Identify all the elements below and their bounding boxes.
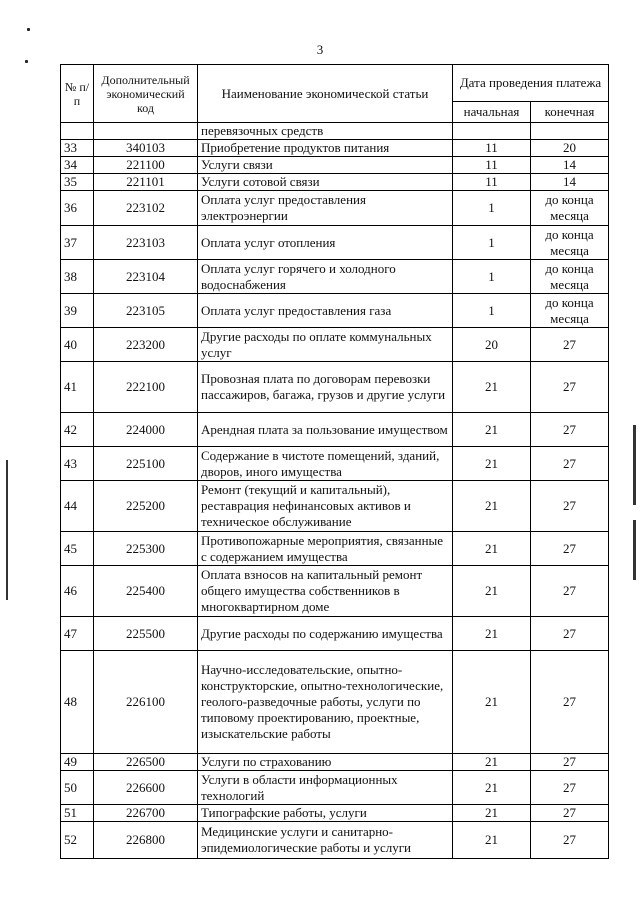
cell-num: 43 xyxy=(61,447,94,481)
cell-end-date: 27 xyxy=(531,328,609,362)
cell-end-date xyxy=(531,123,609,140)
table-row xyxy=(61,260,609,294)
cell-num: 42 xyxy=(61,413,94,447)
table-row xyxy=(61,328,609,362)
cell-end-date: 14 xyxy=(531,174,609,191)
table-row xyxy=(61,805,609,822)
cell-end-date: 27 xyxy=(531,447,609,481)
cell-end-date: 27 xyxy=(531,651,609,754)
cell-num: 37 xyxy=(61,226,94,260)
cell-end-date: до конца месяца xyxy=(531,226,609,260)
cell-num: 46 xyxy=(61,566,94,617)
cell-name: Оплата услуг предоставления газа xyxy=(198,294,453,328)
cell-start-date: 21 xyxy=(453,754,531,771)
cell-num: 39 xyxy=(61,294,94,328)
cell-end-date: 14 xyxy=(531,157,609,174)
cell-num: 50 xyxy=(61,771,94,805)
cell-num: 47 xyxy=(61,617,94,651)
cell-code: 225200 xyxy=(94,481,198,532)
cell-num: 49 xyxy=(61,754,94,771)
cell-name: перевязочных средств xyxy=(198,123,453,140)
table-row xyxy=(61,566,609,617)
cell-num: 40 xyxy=(61,328,94,362)
cell-start-date: 21 xyxy=(453,805,531,822)
table-row xyxy=(61,754,609,771)
cell-code: 225400 xyxy=(94,566,198,617)
page-number: 3 xyxy=(316,42,324,57)
cell-name: Оплата взносов на капитальный ремонт общего имущества собственников в многоквартирном доме xyxy=(198,566,453,617)
table-row xyxy=(61,362,609,413)
cell-name: Услуги по страхованию xyxy=(198,754,453,771)
cell-code: 223102 xyxy=(94,191,198,226)
cell-name: Услуги сотовой связи xyxy=(198,174,453,191)
cell-start-date: 21 xyxy=(453,566,531,617)
table-row xyxy=(61,174,609,191)
table-row xyxy=(61,294,609,328)
cell-code: 224000 xyxy=(94,413,198,447)
cell-end-date: 27 xyxy=(531,532,609,566)
table-row xyxy=(61,651,609,754)
cell-end-date: 27 xyxy=(531,617,609,651)
cell-name: Приобретение продуктов питания xyxy=(198,140,453,157)
cell-name: Другие расходы по оплате коммунальных услуг xyxy=(198,328,453,362)
cell-start-date: 11 xyxy=(453,140,531,157)
cell-start-date: 21 xyxy=(453,617,531,651)
cell-end-date: до конца месяца xyxy=(531,294,609,328)
scan-dot xyxy=(27,28,30,31)
header-end: конечная xyxy=(531,102,609,123)
cell-name: Оплата услуг предоставления электроэнергии xyxy=(198,191,453,226)
scan-dot xyxy=(25,60,28,63)
cell-code: 225500 xyxy=(94,617,198,651)
cell-code: 221100 xyxy=(94,157,198,174)
cell-end-date: 27 xyxy=(531,413,609,447)
cell-name: Другие расходы по содержанию имущества xyxy=(198,617,453,651)
cell-name: Противопожарные мероприятия, связанные с содержанием имущества xyxy=(198,532,453,566)
cell-end-date: 27 xyxy=(531,754,609,771)
scan-edge-mark xyxy=(633,425,636,505)
cell-end-date: до конца месяца xyxy=(531,191,609,226)
cell-start-date: 11 xyxy=(453,174,531,191)
cell-name: Научно-исследовательские, опытно-конструкторские, опытно-технологические, геолого-разведочные работы, услуги по типовому проектированию, проектные, изыскательские работы xyxy=(198,651,453,754)
cell-code: 223104 xyxy=(94,260,198,294)
cell-start-date: 21 xyxy=(453,447,531,481)
cell-num: 45 xyxy=(61,532,94,566)
cell-name: Оплата услуг отопления xyxy=(198,226,453,260)
cell-num: 41 xyxy=(61,362,94,413)
cell-code: 225100 xyxy=(94,447,198,481)
cell-name: Медицинские услуги и санитарно-эпидемиологические работы и услуги xyxy=(198,822,453,859)
cell-start-date: 1 xyxy=(453,260,531,294)
payment-schedule-table xyxy=(60,64,609,859)
cell-end-date: 27 xyxy=(531,771,609,805)
cell-start-date: 21 xyxy=(453,481,531,532)
cell-num: 51 xyxy=(61,805,94,822)
cell-end-date: 27 xyxy=(531,566,609,617)
cell-start-date: 21 xyxy=(453,413,531,447)
cell-code: 340103 xyxy=(94,140,198,157)
header-date-group: Дата проведения платежа xyxy=(453,65,609,102)
cell-name: Услуги в области информационных технологий xyxy=(198,771,453,805)
cell-start-date xyxy=(453,123,531,140)
cell-name: Типографские работы, услуги xyxy=(198,805,453,822)
header-num: № п/п xyxy=(61,65,94,123)
cell-name: Услуги связи xyxy=(198,157,453,174)
cell-end-date: 27 xyxy=(531,805,609,822)
table-row xyxy=(61,532,609,566)
table-row xyxy=(61,822,609,859)
cell-end-date: 27 xyxy=(531,481,609,532)
table-row xyxy=(61,157,609,174)
table-row xyxy=(61,771,609,805)
cell-code: 223103 xyxy=(94,226,198,260)
cell-name: Ремонт (текущий и капитальный), реставрация нефинансовых активов и техническое обслуживание xyxy=(198,481,453,532)
cell-code: 226600 xyxy=(94,771,198,805)
cell-code: 226500 xyxy=(94,754,198,771)
cell-code: 223200 xyxy=(94,328,198,362)
table-body xyxy=(61,123,609,859)
scan-edge-mark xyxy=(633,520,636,580)
header-name: Наименование экономической статьи xyxy=(198,65,453,123)
cell-end-date: 20 xyxy=(531,140,609,157)
table-row xyxy=(61,123,609,140)
header-code: Дополнительный экономический код xyxy=(94,65,198,123)
cell-name: Арендная плата за пользование имуществом xyxy=(198,413,453,447)
cell-start-date: 1 xyxy=(453,226,531,260)
cell-num: 35 xyxy=(61,174,94,191)
table-row xyxy=(61,191,609,226)
cell-code: 223105 xyxy=(94,294,198,328)
cell-code: 225300 xyxy=(94,532,198,566)
cell-num: 48 xyxy=(61,651,94,754)
cell-end-date: до конца месяца xyxy=(531,260,609,294)
cell-num xyxy=(61,123,94,140)
cell-end-date: 27 xyxy=(531,362,609,413)
cell-code: 226700 xyxy=(94,805,198,822)
table-row xyxy=(61,447,609,481)
cell-end-date: 27 xyxy=(531,822,609,859)
cell-start-date: 21 xyxy=(453,362,531,413)
table-row xyxy=(61,140,609,157)
cell-name: Провозная плата по договорам перевозки пассажиров, багажа, грузов и другие услуги xyxy=(198,362,453,413)
cell-start-date: 21 xyxy=(453,771,531,805)
cell-num: 52 xyxy=(61,822,94,859)
cell-code: 222100 xyxy=(94,362,198,413)
header-start: начальная xyxy=(453,102,531,123)
cell-start-date: 1 xyxy=(453,191,531,226)
cell-code: 226800 xyxy=(94,822,198,859)
table-row xyxy=(61,413,609,447)
table-row xyxy=(61,481,609,532)
cell-code xyxy=(94,123,198,140)
cell-start-date: 11 xyxy=(453,157,531,174)
table-row xyxy=(61,617,609,651)
cell-num: 38 xyxy=(61,260,94,294)
cell-name: Содержание в чистоте помещений, зданий, дворов, иного имущества xyxy=(198,447,453,481)
cell-start-date: 21 xyxy=(453,822,531,859)
scan-edge-mark xyxy=(6,460,8,600)
cell-num: 33 xyxy=(61,140,94,157)
cell-start-date: 1 xyxy=(453,294,531,328)
cell-code: 221101 xyxy=(94,174,198,191)
cell-start-date: 21 xyxy=(453,532,531,566)
cell-start-date: 20 xyxy=(453,328,531,362)
cell-num: 44 xyxy=(61,481,94,532)
cell-start-date: 21 xyxy=(453,651,531,754)
table-row xyxy=(61,226,609,260)
cell-code: 226100 xyxy=(94,651,198,754)
cell-num: 34 xyxy=(61,157,94,174)
cell-num: 36 xyxy=(61,191,94,226)
cell-name: Оплата услуг горячего и холодного водоснабжения xyxy=(198,260,453,294)
